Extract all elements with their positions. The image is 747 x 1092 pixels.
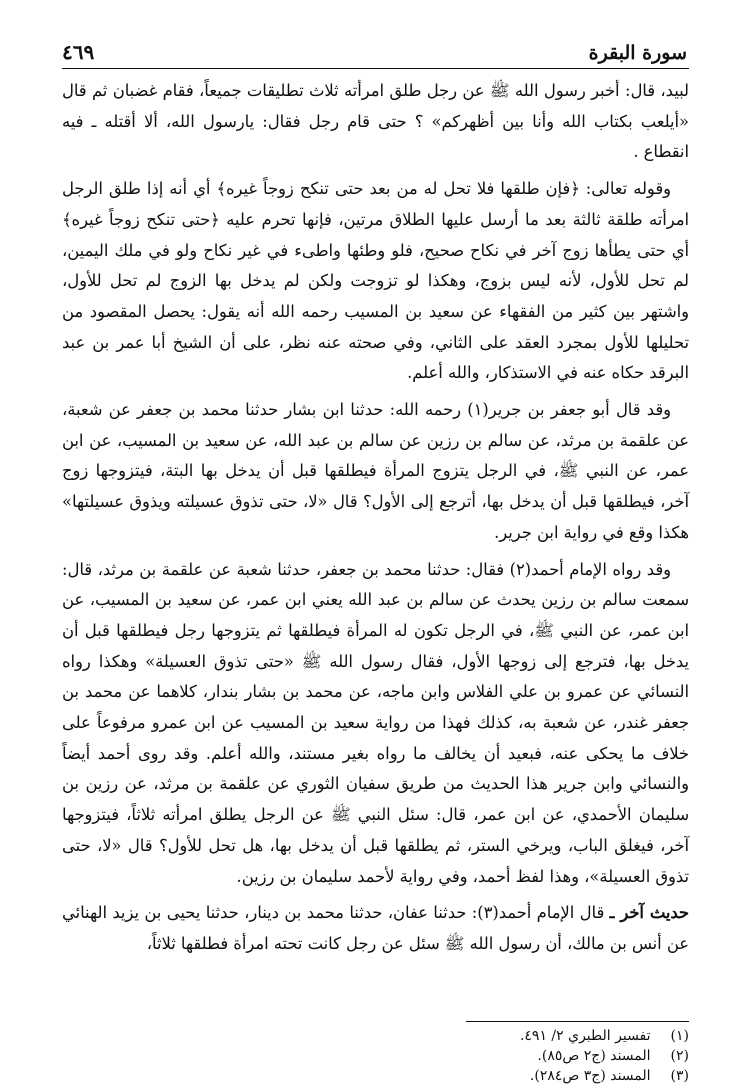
paragraph-3: وقد قال أبو جعفر بن جرير(١) رحمه الله: حدثنا ابن بشار حدثنا محمد بن جعفر عن شعبة، عن علقمة بن مرثد، عن سالم بن رزين عن سالم بن عبد الله، عن سعيد بن المسيب، عن ابن عمر، عن النبي ﷺ، في الرجل يتزوج المرأة فيطلقها قبل أن يدخل بها البتة، فيتزوجها زوج آخر، فيطلقها قبل أن يدخل بها، أترجع إلى الأول؟ قال «لا، حتى تذوق عسيلته ويذوق عسيلتها» هكذا وقع في رواية ابن جرير. <box>62 400 689 542</box>
footnote-number: (١) <box>670 1028 689 1044</box>
footnote-text: المسند (ج٢ ص٨٥). <box>537 1048 651 1064</box>
lead-in-label: حديث آخر ـ <box>609 903 689 923</box>
footnotes <box>389 1026 689 1086</box>
paragraph-2: وقوله تعالى: ﴿فإن طلقها فلا تحل له من بعد حتى تنكح زوجاً غيره﴾ أي أنه إذا طلق الرجل امرأته طلقة ثالثة بعد ما أرسل عليها الطلاق مرتين، فإنها تحرم عليه ﴿حتى تنكح زوجاً غيره﴾ أي حتى يطأها زوج آخر في نكاح صحيح، فلو وطئها واطىء في غير نكاح ولو في ملك اليمين، لم تحل للأول، لأنه ليس بزوج، وهكذا لو تزوجت ولكن لم يدخل بها الزوج لم تحل للأول، واشتهر بين كثير من الفقهاء عن سعيد بن المسيب رحمه الله أنه يقول: يحصل المقصود من تحليلها للأول بمجرد العقد على الثاني، وفي صحته عنه نظر، على أن الشيخ أبا عمر بن عبد البرقد حكاه عنه في الاستذكار، والله أعلم. <box>62 179 689 383</box>
page-number: ٤٦٩ <box>62 40 95 64</box>
paragraph-1: لبيد، قال: أخبر رسول الله ﷺ عن رجل طلق امرأته ثلاث تطليقات جميعاً، فقام غضبان ثم قال «أيلعب بكتاب الله وأنا بين أظهركم» ؟ حتى قام رجل فقال: يارسول الله، ألا أقتله ـ فيه انقطاع . <box>62 81 689 162</box>
footnote-text: تفسير الطبري ٢/ ٤٩١. <box>519 1028 651 1044</box>
paragraph-4: وقد رواه الإمام أحمد(٢) فقال: حدثنا محمد بن جعفر، حدثنا شعبة عن علقمة بن مرثد، قال: سمعت سالم بن رزين يحدث عن سالم بن عبد الله يعني ابن عمر، عن سعيد بن المسيب، عن ابن عمر، عن النبي ﷺ، في الرجل تكون له المرأة فيطلقها ثم يتزوجها رجل فيطلقها قبل أن يدخل بها، فترجع إلى زوجها الأول، فقال رسول الله ﷺ «حتى تذوق العسيلة» وهكذا رواه النسائي عن عمرو بن علي الفلاس وابن ماجه، عن محمد بن بشار بندار، كلاهما عن محمد بن جعفر غندر، عن شعبة به، كذلك فهذا من رواية سعيد بن المسيب عن ابن عمرو مرفوعاً على خلاف ما يحكى عنه، فبعيد أن يخالف ما رواه بغير مستند، والله أعلم. وقد روى أحمد أيضاً والنسائي وابن جرير هذا الحديث من طريق سفيان الثوري عن علقمة بن مرثد، عن رزين بن سليمان الأحمدي، عن ابن عمر، قال: سئل النبي ﷺ عن الرجل يطلق امرأته ثلاثاً، فيتزوجها آخر، فيغلق الباب، ويرخي الستر، ثم يطلقها قبل أن يدخل بها، هل تحل للأول؟ قال «لا، حتى تذوق العسيلة»، وهذا لفظ أحمد، وفي رواية لأحمد سليمان بن رزين. <box>62 559 689 886</box>
paragraph-5: حديث آخر ـ قال الإمام أحمد(٣): حدثنا عفان، حدثنا محمد بن دينار، حدثنا يحيى بن يزيد الهنائي عن أنس بن مالك، أن رسول الله ﷺ سئل عن رجل كانت تحته امرأة فطلقها ثلاثاً، <box>62 903 689 953</box>
main-text <box>62 76 689 966</box>
header-divider <box>62 68 689 69</box>
footnote-2 <box>389 1046 689 1066</box>
surah-title: سورة البقرة <box>588 42 687 64</box>
footnote-number: (٢) <box>670 1048 689 1064</box>
footnote-divider <box>466 1021 689 1022</box>
footnote-1 <box>389 1026 689 1046</box>
page-header <box>62 34 687 64</box>
footnote-3 <box>389 1066 689 1086</box>
footnote-number: (٣) <box>670 1068 689 1084</box>
footnote-text: المسند (ج٣ ص٢٨٤). <box>529 1068 651 1084</box>
